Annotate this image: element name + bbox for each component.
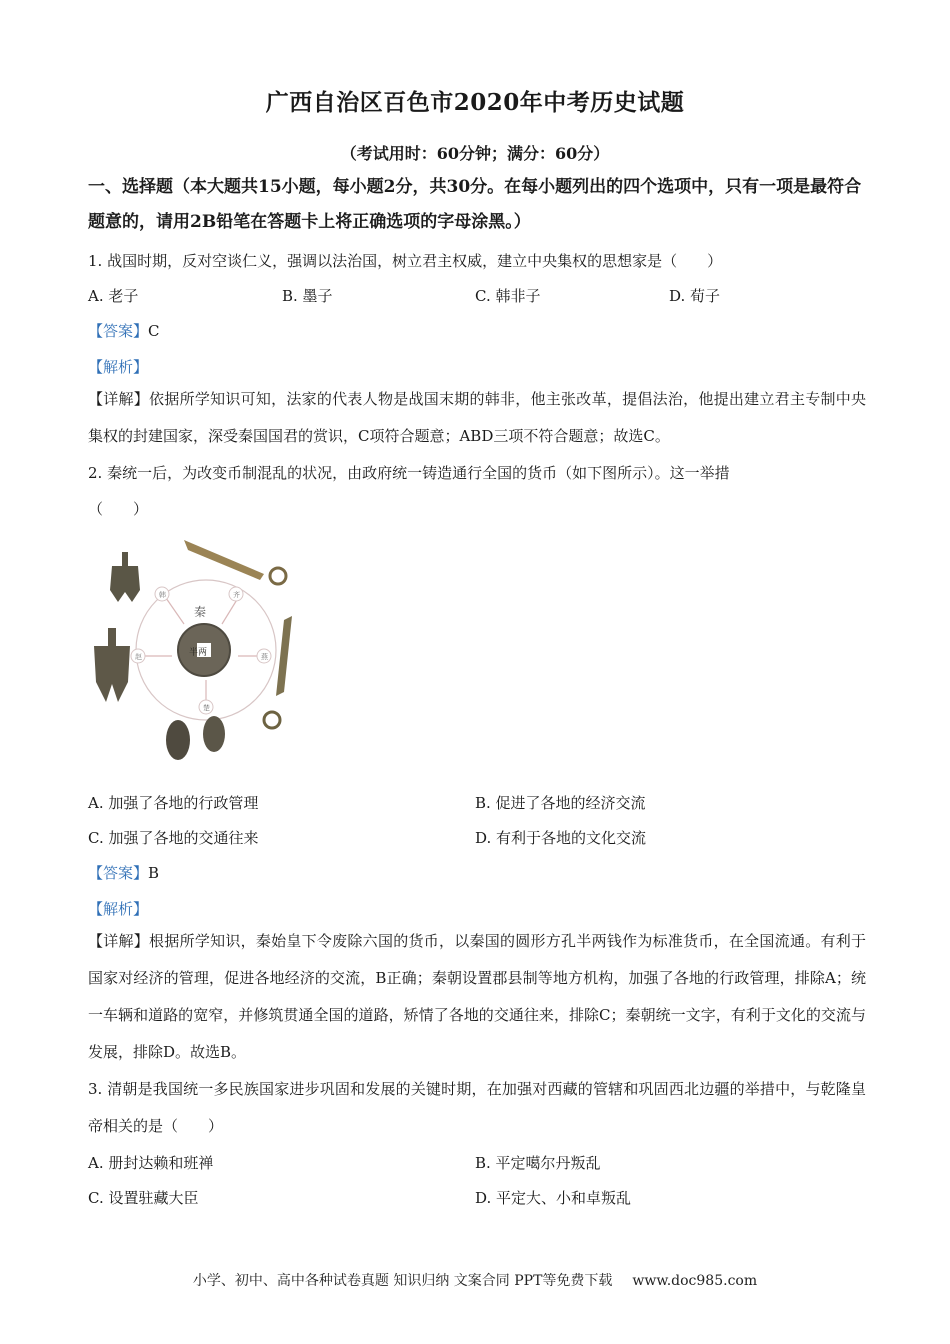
knife-coin-right	[264, 616, 292, 728]
answer-label: 【答案】	[88, 322, 149, 340]
q2-stem-line1: 2. 秦统一后，为改变币制混乱的状况，由政府统一铸造通行全国的货币（如下图所示）。这一举措	[88, 464, 730, 482]
q2-option-a: A. 加强了各地的行政管理	[88, 794, 259, 812]
section-heading: 一、选择题（本大题共15小题，每小题2分，共30分。在每小题列出的四个选项中，只有一项是最符合题意的，请用2B铅笔在答题卡上将正确选项的字母涂黑。）	[88, 177, 862, 232]
state-chu: 楚	[203, 704, 210, 712]
center-label: 秦	[194, 605, 207, 619]
spade-coin-small	[110, 552, 140, 602]
state-han: 韩	[159, 591, 166, 599]
q3-stem: 3. 清朝是我国统一多民族国家进步巩固和发展的关键时期，在加强对西藏的管辖和巩固西北边疆的举措中，与乾隆皇帝相关的是（ ）	[88, 1080, 866, 1135]
q2-option-c: C. 加强了各地的交通往来	[88, 829, 259, 847]
currency-diagram	[88, 532, 300, 766]
q3-option-b: B. 平定噶尔丹叛乱	[475, 1154, 601, 1172]
q1-answer	[88, 320, 160, 341]
antnose-coin-1	[166, 720, 190, 760]
detail-label: 【详解】	[88, 932, 150, 950]
detail-label: 【详解】	[88, 390, 150, 408]
q2-detail	[88, 923, 866, 1071]
q1-option-c: C. 韩非子	[475, 287, 541, 305]
footer-text: 小学、初中、高中各种试卷真题 知识归纳 文案合同 PPT等免费下载	[192, 1273, 613, 1289]
q1-option-a: A. 老子	[88, 287, 139, 305]
q3-option-d: D. 平定大、小和卓叛乱	[475, 1189, 632, 1207]
spade-coin-large	[94, 628, 130, 702]
q2-option-b: B. 促进了各地的经济交流	[475, 794, 646, 812]
page-title: 广西自治区百色市2020年中考历史试题	[265, 89, 685, 116]
q2-analysis-label: 【解析】	[88, 900, 149, 918]
q2-stem-line2: （ ）	[88, 500, 149, 518]
q2-answer	[88, 862, 159, 883]
q3-option-a: A. 册封达赖和班禅	[88, 1154, 214, 1172]
footer-url[interactable]: www.doc985.com	[632, 1273, 758, 1289]
detail-text: 根据所学知识，秦始皇下令废除六国的货币，以秦国的圆形方孔半两钱作为标准货币，在全国流通。有利于国家对经济的管理，促进各地经济的交流，B正确；秦朝设置郡县制等地方机构，加强了各地的行政管理，排除A；统一车辆和道路的宽窄，并修筑贯通全国的道路，矫情了各地的交通往来，排除C；秦朝统一文字，有利于文化的交流与发展，排除D。故选B。	[88, 932, 866, 1061]
state-yan: 燕	[261, 653, 268, 661]
qin-currency-figure	[88, 532, 300, 766]
answer-label: 【答案】	[88, 864, 149, 882]
answer-value: B	[148, 864, 160, 882]
answer-value: C	[148, 322, 160, 340]
q1-option-d: D. 荀子	[669, 287, 721, 305]
state-qi: 齐	[233, 591, 240, 599]
knife-coin-top	[184, 540, 286, 584]
exam-info: （考试用时：60分钟；满分：60分）	[340, 144, 610, 163]
q1-option-b: B. 墨子	[282, 287, 333, 305]
detail-text: 依据所学知识可知，法家的代表人物是战国末期的韩非，他主张改革，提倡法治，他提出建立君主专制中央集权的封建国家，深受秦国国君的赏识，C项符合题意；ABD三项不符合题意；故选C。	[88, 390, 866, 445]
page-footer	[0, 1270, 950, 1290]
q1-stem: 1. 战国时期，反对空谈仁义，强调以法治国，树立君主权威，建立中央集权的思想家是（ ）	[88, 252, 723, 270]
coin-text: 半两	[189, 648, 208, 658]
antnose-coin-2	[203, 716, 225, 752]
q2-option-d: D. 有利于各地的文化交流	[475, 829, 647, 847]
q1-detail	[88, 381, 866, 455]
state-zhao: 赵	[135, 653, 142, 661]
q1-analysis-label: 【解析】	[88, 358, 149, 376]
q3-option-c: C. 设置驻藏大臣	[88, 1189, 199, 1207]
